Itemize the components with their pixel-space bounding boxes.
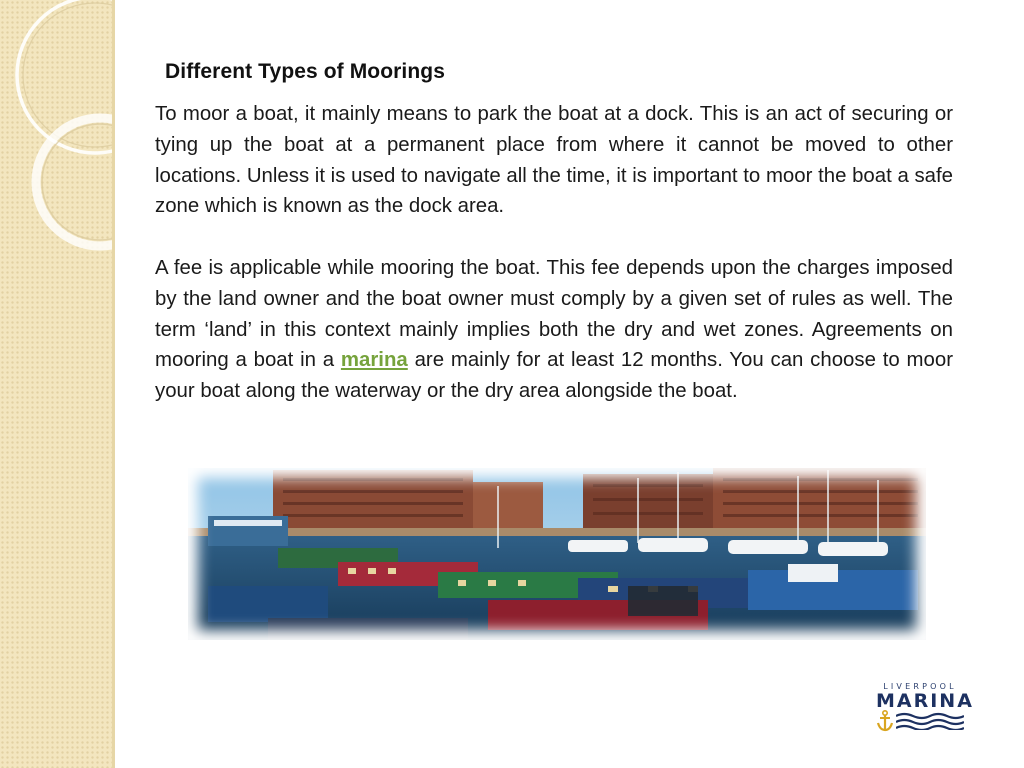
marina-photo (188, 468, 926, 640)
liverpool-marina-logo (874, 682, 974, 732)
paragraph-2 (155, 253, 953, 407)
slide-body (155, 99, 953, 407)
marina-photo-illustration (188, 468, 926, 640)
waves-icon (896, 712, 964, 730)
decorative-side-panel (0, 0, 112, 768)
logo-top-text: LIVERPOOL (883, 682, 957, 691)
side-panel-edge (112, 0, 115, 768)
paragraph-1: To moor a boat, it mainly means to park the boat at a dock. This is an act of securing or tying up the boat at a permanent place from where it cannot be moved to other locations. Unless it is used to navigate all the time, it is important to moor the boat a safe zone which is known as the dock area. (155, 103, 953, 218)
paragraph-2-before-link: A fee is applicable while mooring the boat. This fee depends upon the charges imposed by the land owner and the boat owner must comply by a given set of rules as well. The term ‘land’ in this context mainly implies both the dry and wet zones. Agreements on mooring a boat in a (155, 256, 953, 372)
marina-link[interactable]: marina (340, 349, 408, 372)
decorative-rings (0, 0, 112, 768)
logo-main-text: MARINA (876, 690, 974, 712)
anchor-icon (876, 710, 894, 732)
slide-title: Different Types of Moorings (165, 60, 445, 83)
paragraph-2-after-link: are mainly for at least 12 months. You can choose to moor your boat along the waterway or the dry area alongside the boat. (155, 349, 953, 403)
